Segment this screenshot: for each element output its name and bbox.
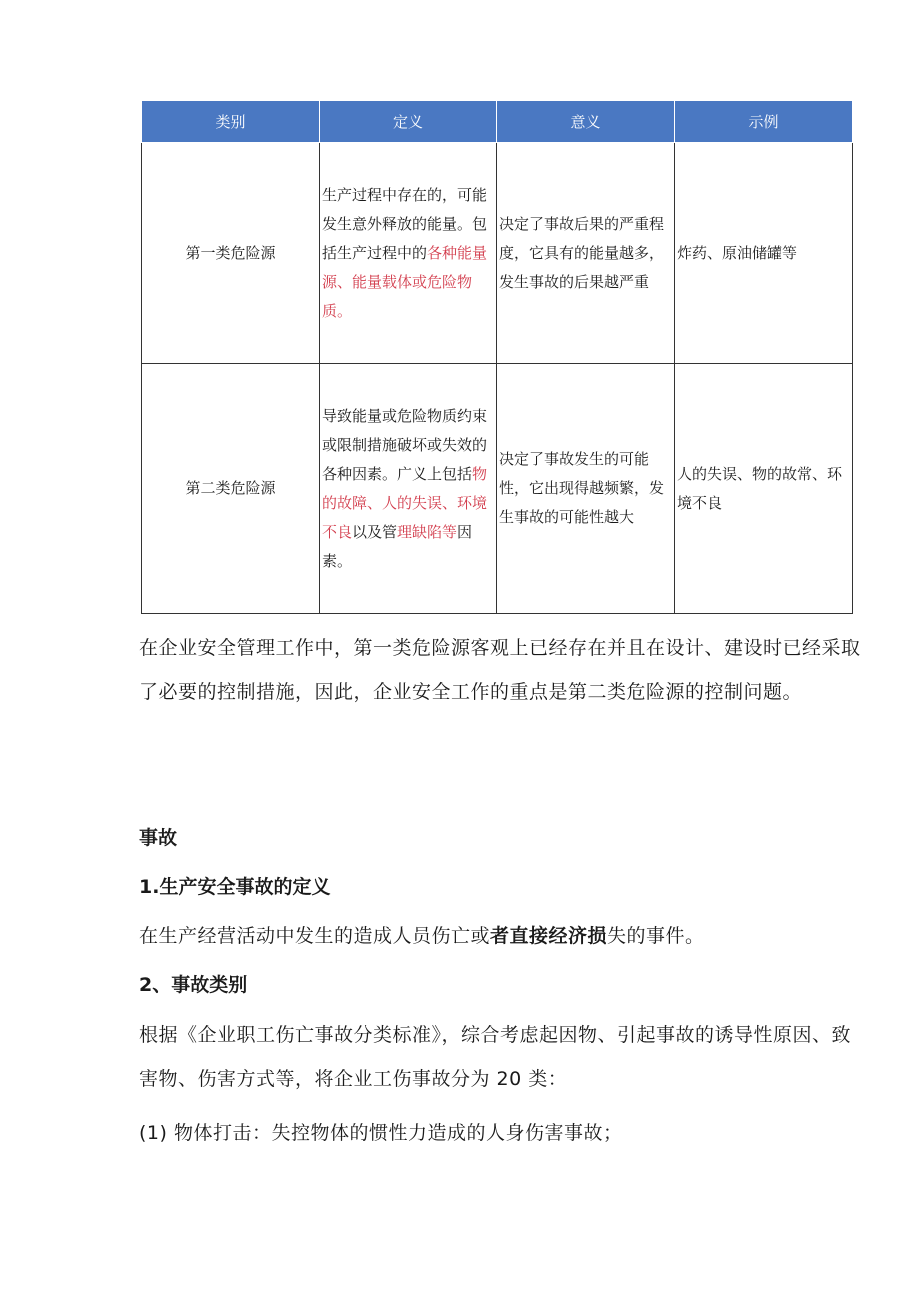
row1-category: 第一类危险源 [142, 143, 320, 364]
row1-meaning: 决定了事故后果的严重程度，它具有的能量越多，发生事故的后果越严重 [497, 143, 675, 364]
header-example: 示例 [675, 101, 853, 143]
row1-example: 炸药、原油储罐等 [675, 143, 853, 364]
definition-text-bold: 者直接经济损 [490, 925, 608, 947]
row2-def-text-3: 因素。 [322, 522, 473, 570]
list-item: (1) 物体打击：失控物体的惯性力造成的人身伤害事故； [139, 1122, 623, 1144]
table-header-row [142, 101, 853, 143]
row2-def-text-2: 以及管 [352, 522, 398, 541]
definition-text-pre: 在生产经营活动中发生的造成人员伤亡或 [139, 925, 491, 947]
table-row [142, 143, 853, 364]
heading-accident-definition: 1.生产安全事故的定义 [139, 876, 331, 898]
row2-def-text-1: 导致能量或危险物质约束或限制措施破坏或失效的各种因素。广义上包括 [322, 406, 488, 483]
heading-accident-categories: 2、事故类别 [139, 974, 248, 996]
row2-def-highlight-1: 物的故障、人的失误、环境不良 [322, 464, 488, 541]
definition-text-post: 失的事件。 [607, 925, 705, 947]
row2-definition [320, 364, 497, 614]
row1-def-text: 生产过程中存在的，可能发生意外释放的能量。包括生产过程中的 [322, 185, 488, 262]
hazard-table [141, 101, 853, 614]
paragraph-categories: 根据《企业职工伤亡事故分类标准》，综合考虑起因物、引起事故的诱导性原因、致害物、伤害方式等，将企业工伤事故分为 20 类： [139, 1024, 852, 1090]
header-definition: 定义 [320, 101, 497, 143]
row2-example: 人的失误、物的故常、环境不良 [675, 364, 853, 614]
paragraph-hazard-summary: 在企业安全管理工作中，第一类危险源客观上已经存在并且在设计、建设时已经采取了必要的控制措施，因此，企业安全工作的重点是第二类危险源的控制问题。 [139, 637, 861, 703]
row1-def-highlight: 各种能量源、能量载体或危险物质。 [322, 243, 488, 320]
header-meaning: 意义 [497, 101, 675, 143]
row2-meaning: 决定了事故发生的可能性，它出现得越频繁，发生事故的可能性越大 [497, 364, 675, 614]
section-title: 事故 [139, 827, 178, 849]
row1-definition [320, 143, 497, 364]
row2-def-highlight-2: 理缺陷等 [397, 522, 458, 541]
header-category: 类别 [142, 101, 320, 143]
paragraph-accident-definition [139, 914, 861, 958]
row2-category: 第二类危险源 [142, 364, 320, 614]
table-row [142, 364, 853, 614]
